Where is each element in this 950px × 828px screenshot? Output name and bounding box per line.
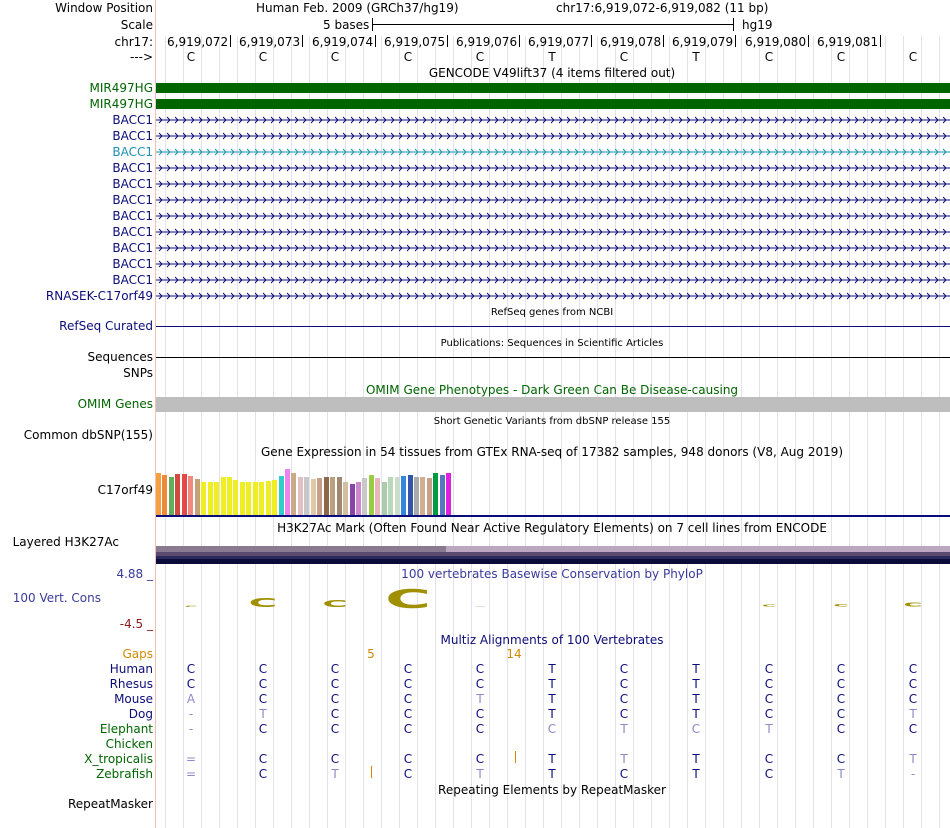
aligned-base: T	[620, 752, 628, 766]
phylop-letter: C	[248, 595, 278, 610]
gene-exon-bar[interactable]	[156, 99, 950, 109]
coordinate-label: 6,919,081	[817, 35, 879, 49]
gtex-tissue-bar[interactable]	[169, 477, 174, 515]
phylop-caption: 100 vertebrates Basewise Conservation by PhyloP	[401, 567, 703, 581]
gtex-tissue-bar[interactable]	[221, 477, 226, 515]
phylop-letter: C	[833, 603, 849, 608]
h3k27ac-layer-5	[156, 559, 950, 564]
aligned-base: C	[330, 677, 340, 691]
aligned-base: C	[619, 707, 629, 721]
aligned-base: T	[259, 707, 267, 721]
coordinate-tick	[230, 35, 231, 47]
aligned-base: C	[403, 722, 413, 736]
window-position-label: Window Position	[55, 1, 153, 15]
gtex-tissue-bar[interactable]	[433, 473, 438, 515]
refseq-track-label[interactable]: RefSeq Curated	[59, 319, 153, 333]
aligned-base: -	[910, 767, 916, 781]
aligned-base: T	[837, 767, 845, 781]
aligned-base: C	[764, 692, 774, 706]
reference-base: C	[908, 50, 918, 64]
h3k27ac-caption: H3K27Ac Mark (Often Found Near Active Regulatory Elements) on 7 cell lines from ENCODE	[277, 521, 827, 535]
aligned-base: C	[330, 662, 340, 676]
phylop-track-label[interactable]: 100 Vert. Cons	[12, 591, 101, 605]
gene-intron-track[interactable]	[156, 275, 950, 285]
aligned-base: C	[403, 662, 413, 676]
aligned-base: C	[619, 767, 629, 781]
gene-label[interactable]: BACC1	[112, 257, 153, 271]
publications-track-line	[156, 357, 950, 358]
gtex-tissue-bar[interactable]	[240, 482, 245, 515]
gtex-tissue-bar[interactable]	[201, 482, 206, 515]
coordinate-label: 6,919,073	[239, 35, 301, 49]
aligned-base: C	[186, 677, 196, 691]
gene-label[interactable]: BACC1	[112, 161, 153, 175]
gtex-tissue-bar[interactable]	[259, 482, 264, 515]
gap-count-2: 14	[506, 647, 522, 661]
phylop-max-label: 4.88 _	[116, 567, 153, 581]
coordinate-label: 6,919,079	[672, 35, 734, 49]
aligned-base: C	[908, 677, 918, 691]
phylop-letter: C	[903, 601, 923, 608]
species-label[interactable]: X_tropicalis	[84, 752, 153, 766]
aligned-base: C	[186, 662, 196, 676]
aligned-base: C	[619, 662, 629, 676]
reference-base: C	[258, 50, 268, 64]
reference-base: C	[764, 50, 774, 64]
aligned-base: C	[330, 707, 340, 721]
gene-label[interactable]: BACC1	[112, 273, 153, 287]
assembly-db-label: hg19	[742, 18, 773, 32]
gtex-tissue-bar[interactable]	[195, 479, 200, 515]
aligned-base: C	[258, 692, 268, 706]
phylop-letter: C	[385, 585, 431, 615]
species-label[interactable]: Elephant	[99, 722, 153, 736]
gene-intron-track[interactable]	[156, 227, 950, 237]
aligned-base: C	[258, 767, 268, 781]
position-readout: chr17:6,919,072-6,919,082 (11 bp)	[556, 1, 769, 15]
aligned-base: T	[692, 752, 700, 766]
aligned-base: C	[258, 722, 268, 736]
snps-label[interactable]: SNPs	[123, 366, 153, 380]
gtex-tissue-bar[interactable]	[266, 481, 271, 515]
aligned-base: =	[185, 767, 197, 781]
reference-base: T	[692, 50, 700, 64]
coordinate-label: 6,919,072	[167, 35, 229, 49]
reference-base: C	[619, 50, 629, 64]
aligned-base: T	[692, 707, 700, 721]
aligned-base: A	[186, 692, 196, 706]
aligned-base: C	[908, 662, 918, 676]
species-label[interactable]: Mouse	[114, 692, 153, 706]
coordinate-tick	[663, 35, 664, 47]
gtex-tissue-bar[interactable]	[214, 482, 219, 515]
aligned-base: C	[764, 707, 774, 721]
aligned-base: T	[692, 662, 700, 676]
scale-label: Scale	[120, 18, 153, 32]
aligned-base: =	[185, 752, 197, 766]
aligned-base: T	[909, 707, 917, 721]
aligned-base: T	[548, 707, 556, 721]
gtex-tissue-bar[interactable]	[311, 479, 316, 515]
coordinate-tick	[375, 35, 376, 47]
gtex-caption: Gene Expression in 54 tissues from GTEx RNA-seq of 17382 samples, 948 donors (V8, Aug 2019)	[260, 445, 844, 459]
gtex-tissue-bar[interactable]	[298, 477, 303, 515]
gene-label[interactable]: BACC1	[112, 209, 153, 223]
gtex-tissue-bar[interactable]	[317, 478, 322, 515]
gtex-baseline	[156, 515, 950, 517]
gene-label[interactable]: BACC1	[112, 145, 153, 159]
publications-track-label[interactable]: Sequences	[87, 350, 153, 364]
gtex-tissue-bar[interactable]	[382, 482, 387, 515]
aligned-base: C	[547, 722, 557, 736]
gtex-tissue-bar[interactable]	[227, 477, 232, 515]
aligned-base: C	[836, 752, 846, 766]
gtex-tissue-bar[interactable]	[440, 475, 445, 515]
reference-base: C	[186, 50, 196, 64]
species-label[interactable]: Dog	[128, 707, 153, 721]
aligned-base: C	[258, 752, 268, 766]
gtex-tissue-bar[interactable]	[343, 482, 348, 515]
gtex-tissue-bar[interactable]	[182, 474, 187, 515]
aligned-base: C	[836, 692, 846, 706]
coordinate-label: 6,919,077	[528, 35, 590, 49]
gene-exon-bar[interactable]	[156, 83, 950, 93]
aligned-base: C	[691, 722, 701, 736]
aligned-base: T	[548, 767, 556, 781]
reference-base: C	[475, 50, 485, 64]
gene-label[interactable]: MIR497HG	[89, 97, 153, 111]
reference-base: C	[403, 50, 413, 64]
gtex-tissue-bar[interactable]	[337, 477, 342, 515]
aligned-base: C	[908, 692, 918, 706]
gtex-tissue-bar[interactable]	[279, 476, 284, 515]
aligned-base: C	[403, 692, 413, 706]
gene-intron-track[interactable]	[156, 259, 950, 269]
aligned-base: T	[909, 752, 917, 766]
scale-bar	[372, 24, 734, 25]
scale-bar-right-tick	[733, 18, 734, 31]
gtex-tissue-bar[interactable]	[388, 477, 393, 515]
aligned-base: C	[475, 722, 485, 736]
insertion-marker	[371, 766, 372, 778]
aligned-base: C	[330, 692, 340, 706]
phylop-min-label: -4.5 _	[119, 617, 153, 631]
aligned-base: C	[764, 677, 774, 691]
gene-label[interactable]: MIR497HG	[89, 81, 153, 95]
gene-intron-track[interactable]	[156, 115, 950, 125]
repeatmasker-caption: Repeating Elements by RepeatMasker	[438, 783, 666, 797]
coordinate-tick	[591, 35, 592, 47]
gene-intron-track[interactable]	[156, 243, 950, 253]
gtex-tissue-bar[interactable]	[175, 474, 180, 515]
gtex-tissue-bar[interactable]	[291, 473, 296, 515]
species-label[interactable]: Human	[109, 662, 153, 676]
phylop-letter: C	[761, 604, 777, 608]
gtex-tissue-bar[interactable]	[304, 477, 309, 515]
gtex-tissue-bar[interactable]	[408, 475, 413, 515]
aligned-base: T	[765, 722, 773, 736]
species-label[interactable]: Chicken	[105, 737, 153, 751]
gtex-tissue-bar[interactable]	[285, 469, 290, 515]
gtex-tissue-bar[interactable]	[362, 478, 367, 515]
gene-intron-track[interactable]	[156, 179, 950, 189]
aligned-base: C	[836, 707, 846, 721]
reference-base: C	[330, 50, 340, 64]
gtex-tissue-bar[interactable]	[246, 482, 251, 515]
aligned-base: T	[692, 677, 700, 691]
coordinate-tick	[302, 35, 303, 47]
chrom-label: chr17:	[114, 35, 153, 49]
gtex-tissue-bar[interactable]	[330, 477, 335, 515]
gaps-label: Gaps	[122, 647, 153, 661]
aligned-base: T	[331, 767, 339, 781]
gtex-tissue-bar[interactable]	[369, 475, 374, 515]
coordinate-label: 6,919,075	[384, 35, 446, 49]
track-label-column	[0, 0, 155, 828]
species-label[interactable]: Rhesus	[109, 677, 153, 691]
track-image-area[interactable]	[156, 0, 950, 828]
gtex-tissue-bar[interactable]	[446, 473, 451, 515]
coordinate-label: 6,919,076	[456, 35, 518, 49]
coordinate-tick	[880, 35, 881, 47]
gene-intron-track[interactable]	[156, 163, 950, 173]
phylop-letter: C	[184, 605, 198, 608]
phylop-letter: C	[322, 597, 348, 610]
aligned-base: C	[836, 677, 846, 691]
aligned-base: C	[836, 662, 846, 676]
aligned-base: C	[764, 767, 774, 781]
gtex-tissue-bar[interactable]	[162, 475, 167, 515]
aligned-base: C	[764, 752, 774, 766]
aligned-base: T	[548, 662, 556, 676]
publications-caption: Publications: Sequences in Scientific Articles	[440, 338, 664, 349]
dbsnp-caption: Short Genetic Variants from dbSNP release 155	[433, 416, 671, 427]
gene-intron-track[interactable]	[156, 211, 950, 221]
aligned-base: T	[548, 677, 556, 691]
gtex-tissue-bar[interactable]	[233, 480, 238, 515]
aligned-base: C	[475, 662, 485, 676]
coordinate-tick	[447, 35, 448, 47]
aligned-base: C	[330, 722, 340, 736]
gtex-tissue-bar[interactable]	[414, 477, 419, 515]
aligned-base: C	[403, 752, 413, 766]
aligned-base: C	[764, 662, 774, 676]
aligned-base: T	[548, 752, 556, 766]
coordinate-label: 6,919,078	[600, 35, 662, 49]
gtex-tissue-bar[interactable]	[356, 482, 361, 515]
strand-label: --->	[129, 50, 153, 64]
gtex-tissue-bar[interactable]	[208, 482, 213, 515]
gene-intron-track[interactable]	[156, 147, 950, 157]
aligned-base: C	[908, 722, 918, 736]
omim-track-label[interactable]: OMIM Genes	[77, 397, 153, 411]
gtex-tissue-bar[interactable]	[188, 476, 193, 515]
gtex-tissue-bar[interactable]	[324, 477, 329, 515]
dbsnp-track-label[interactable]: Common dbSNP(155)	[23, 428, 153, 442]
coordinate-tick	[808, 35, 809, 47]
coordinate-label: 6,919,074	[312, 35, 374, 49]
aligned-base: C	[258, 662, 268, 676]
gene-label[interactable]: RNASEK-C17orf49	[45, 289, 153, 303]
aligned-base: C	[475, 707, 485, 721]
aligned-base: -	[188, 722, 194, 736]
aligned-base: C	[403, 707, 413, 721]
omim-track-bar	[156, 397, 950, 412]
aligned-base: C	[619, 692, 629, 706]
gene-label[interactable]: BACC1	[112, 177, 153, 191]
gene-intron-track[interactable]	[156, 291, 950, 301]
multiz-caption: Multiz Alignments of 100 Vertebrates	[440, 633, 664, 647]
gene-label[interactable]: BACC1	[112, 241, 153, 255]
coordinate-label: 6,919,080	[745, 35, 807, 49]
species-label[interactable]: Zebrafish	[96, 767, 153, 781]
reference-base: T	[548, 50, 556, 64]
gene-intron-track[interactable]	[156, 195, 950, 205]
aligned-base: C	[403, 677, 413, 691]
reference-base: C	[836, 50, 846, 64]
assembly-title: Human Feb. 2009 (GRCh37/hg19)	[256, 1, 459, 15]
aligned-base: C	[258, 677, 268, 691]
aligned-base: T	[620, 722, 628, 736]
aligned-base: C	[475, 752, 485, 766]
gencode-caption: GENCODE V49lift37 (4 items filtered out)	[428, 66, 676, 80]
gene-intron-track[interactable]	[156, 131, 950, 141]
aligned-base: T	[548, 692, 556, 706]
gtex-track-label[interactable]: C17orf49	[97, 483, 153, 497]
gtex-tissue-bar[interactable]	[253, 482, 258, 515]
gap-count-1: 5	[367, 647, 375, 661]
coordinate-tick	[519, 35, 520, 47]
gtex-tissue-bar[interactable]	[427, 478, 432, 515]
aligned-base: C	[619, 677, 629, 691]
gtex-tissue-bar[interactable]	[350, 484, 355, 515]
gtex-tissue-bar[interactable]	[272, 480, 277, 515]
aligned-base: T	[476, 767, 484, 781]
scale-bar-left-tick	[372, 18, 373, 31]
gtex-tissue-bar[interactable]	[375, 478, 380, 515]
gtex-tissue-bar[interactable]	[420, 477, 425, 515]
aligned-base: C	[403, 767, 413, 781]
aligned-base: T	[692, 767, 700, 781]
scale-text: 5 bases	[323, 18, 370, 32]
gene-label[interactable]: BACC1	[112, 113, 153, 127]
gtex-tissue-bar[interactable]	[395, 477, 400, 515]
gene-label[interactable]: BACC1	[112, 225, 153, 239]
aligned-base: C	[836, 722, 846, 736]
refseq-track-line	[156, 326, 950, 327]
coordinate-tick	[735, 35, 736, 47]
aligned-base: T	[476, 692, 484, 706]
gene-label[interactable]: BACC1	[112, 193, 153, 207]
insertion-marker	[515, 751, 516, 763]
aligned-base: C	[475, 677, 485, 691]
h3k27ac-track-label[interactable]: Layered H3K27Ac	[12, 535, 119, 549]
aligned-base: C	[330, 752, 340, 766]
refseq-caption: RefSeq genes from NCBI	[490, 307, 614, 318]
omim-caption: OMIM Gene Phenotypes - Dark Green Can Be Disease-causing	[365, 383, 739, 397]
gtex-tissue-bar[interactable]	[401, 476, 406, 515]
repeatmasker-track-label[interactable]: RepeatMasker	[67, 797, 153, 811]
aligned-base: T	[692, 692, 700, 706]
phylop-letter: C	[474, 606, 486, 608]
gene-label[interactable]: BACC1	[112, 129, 153, 143]
aligned-base: -	[188, 707, 194, 721]
gtex-tissue-bar[interactable]	[156, 473, 161, 515]
